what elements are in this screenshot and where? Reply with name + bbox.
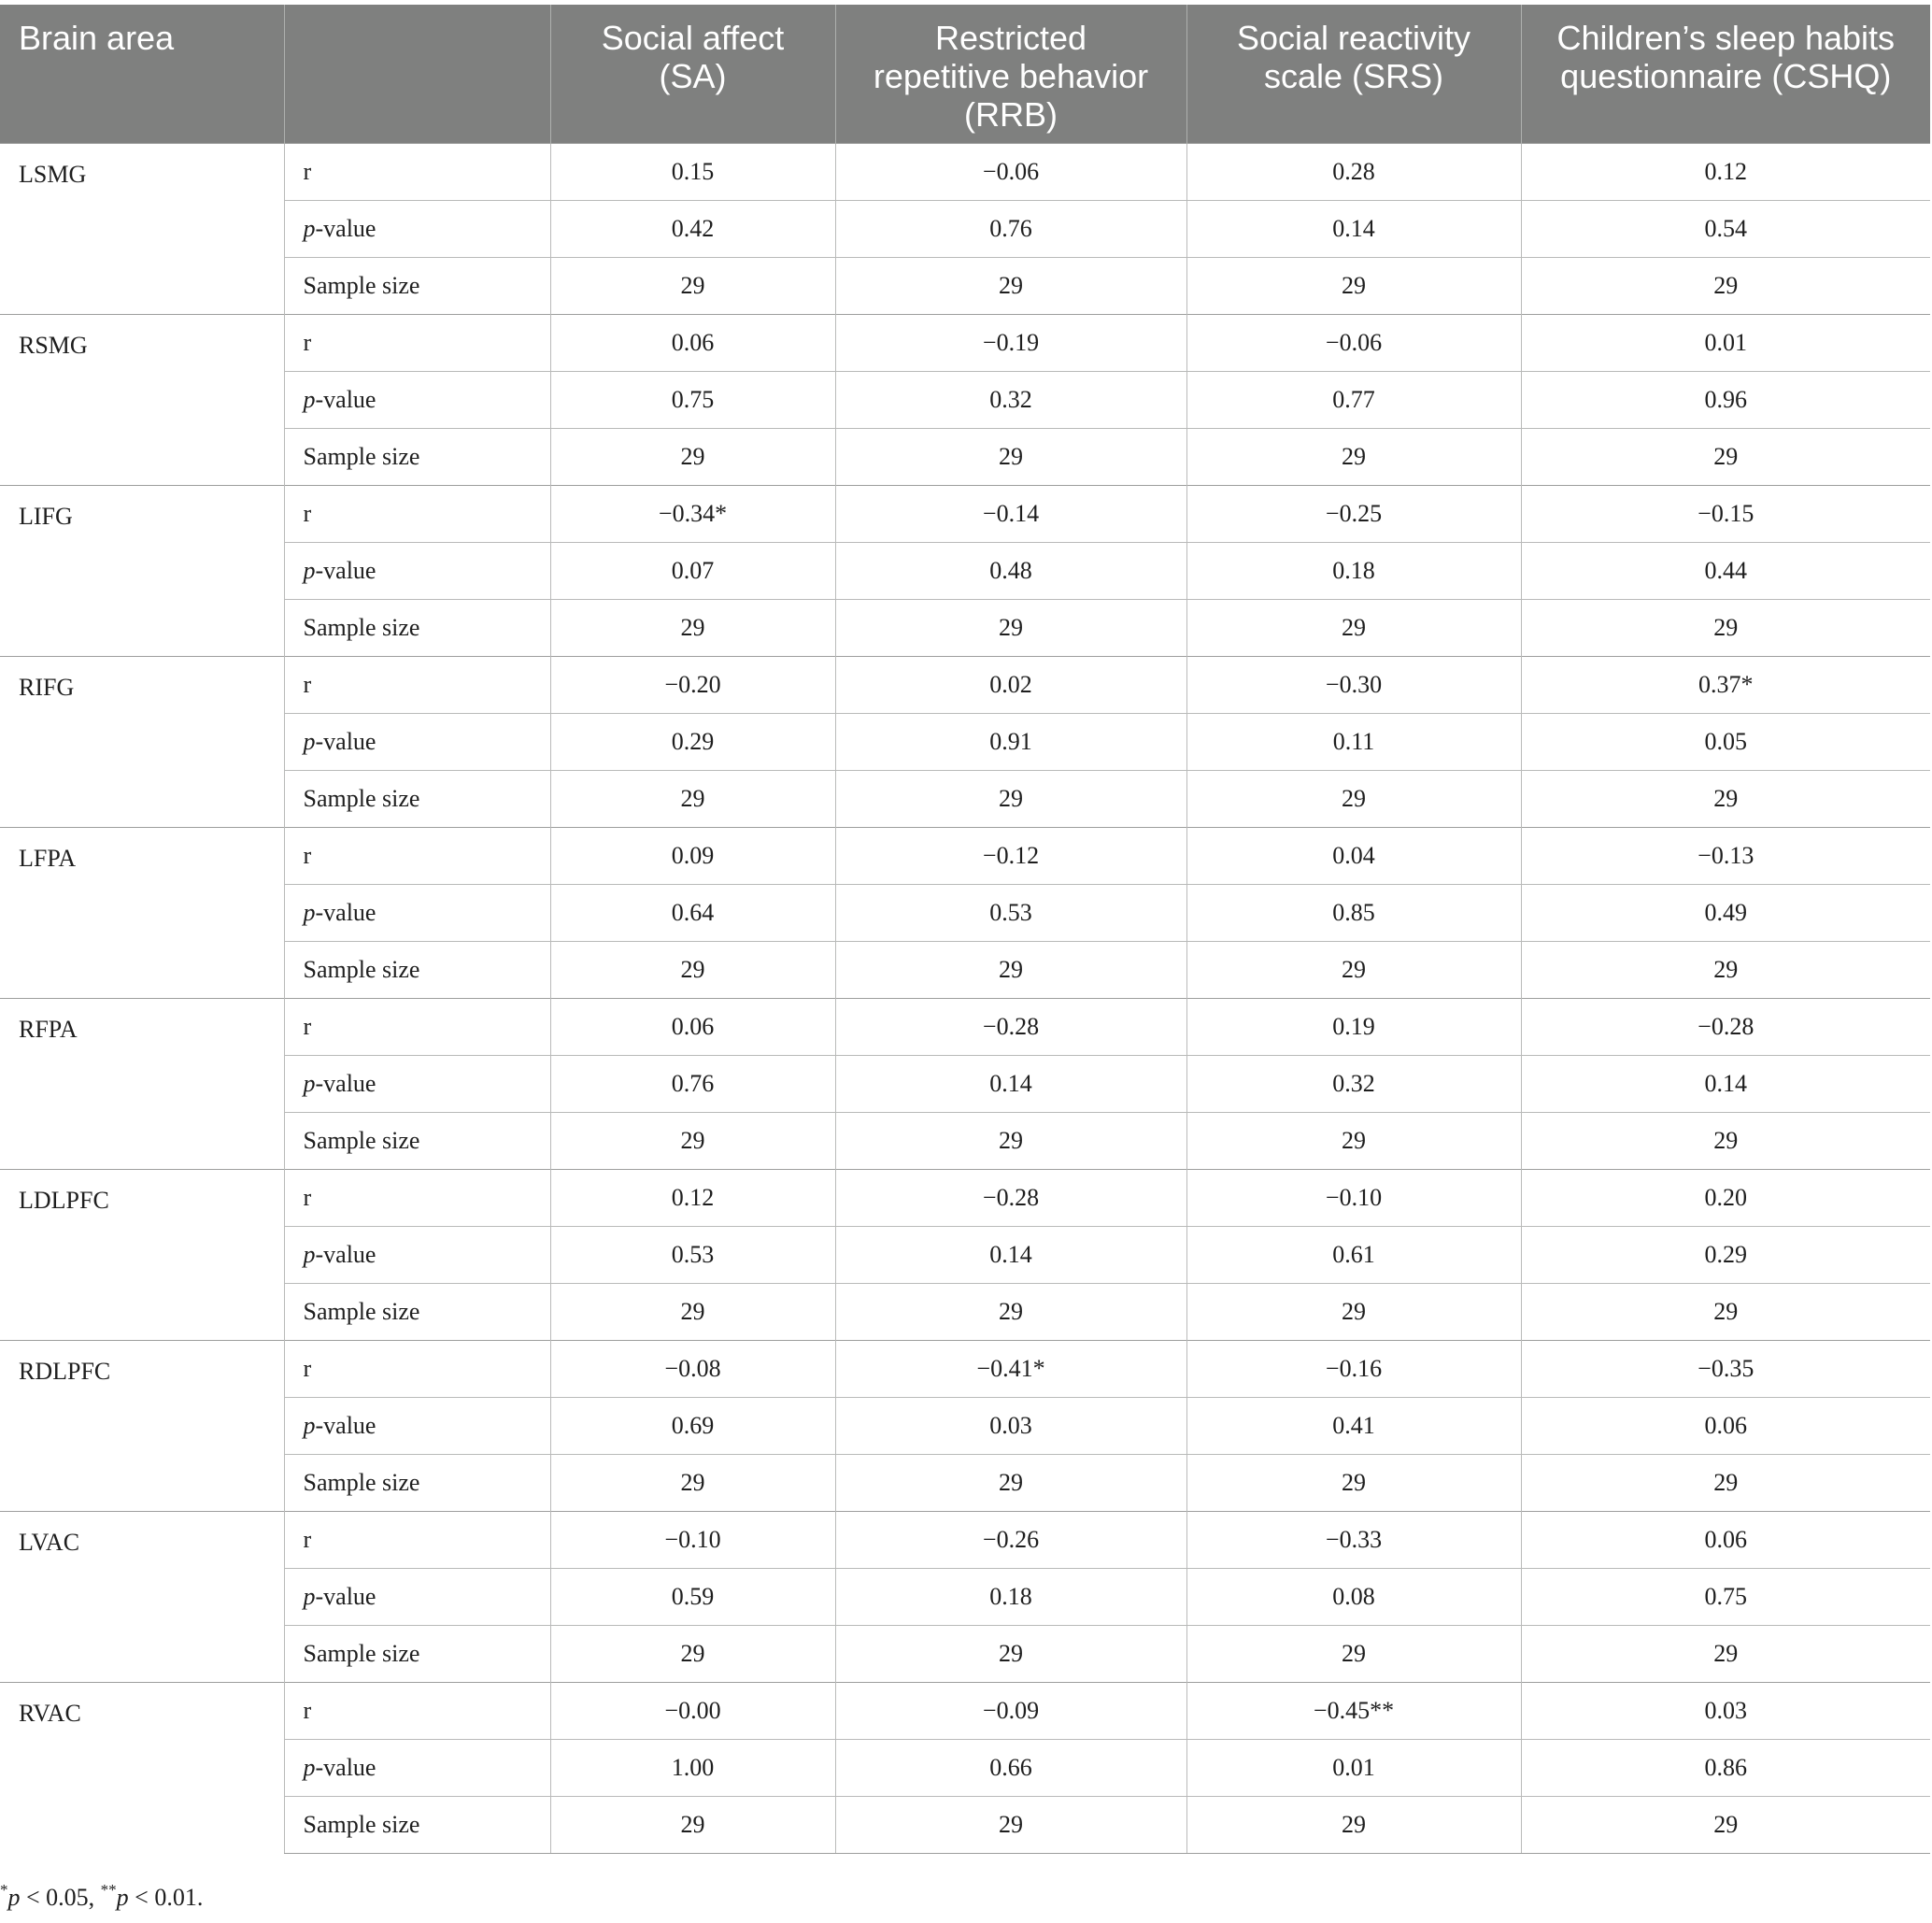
value-cell: 29 bbox=[835, 257, 1186, 314]
value-cell: 0.32 bbox=[1186, 1055, 1521, 1112]
table-row bbox=[0, 200, 1930, 257]
value-cell: 0.14 bbox=[835, 1226, 1186, 1283]
value-cell: 29 bbox=[835, 941, 1186, 998]
value-cell: 0.86 bbox=[1521, 1739, 1930, 1796]
p-italic: p bbox=[303, 556, 316, 584]
value-cell: 29 bbox=[550, 257, 835, 314]
value-cell: 0.75 bbox=[550, 371, 835, 428]
table-row bbox=[0, 1112, 1930, 1169]
footnote-p-2: p bbox=[116, 1884, 129, 1911]
value-cell: −0.00 bbox=[550, 1682, 835, 1739]
value-cell: 29 bbox=[1521, 257, 1930, 314]
value-cell: 29 bbox=[1186, 941, 1521, 998]
p-italic: p bbox=[303, 1411, 316, 1439]
value-cell: 0.08 bbox=[1186, 1568, 1521, 1625]
value-cell: 0.19 bbox=[1186, 998, 1521, 1055]
footnote-star-1: * bbox=[0, 1881, 8, 1899]
table-row bbox=[0, 143, 1930, 200]
brain-area-cell: LIFG bbox=[0, 485, 284, 656]
brain-area-cell: LSMG bbox=[0, 143, 284, 314]
header-social-affect: Social affect (SA) bbox=[550, 5, 835, 143]
p-italic: p bbox=[303, 385, 316, 413]
value-cell: 0.06 bbox=[1521, 1397, 1930, 1454]
footnote-text-1: < 0.05, bbox=[20, 1884, 101, 1911]
value-cell: −0.35 bbox=[1521, 1340, 1930, 1397]
value-cell: 29 bbox=[835, 599, 1186, 656]
correlation-table bbox=[0, 5, 1930, 1854]
value-cell: −0.06 bbox=[1186, 314, 1521, 371]
value-cell: 0.53 bbox=[835, 884, 1186, 941]
statistic-label-sample-size: Sample size bbox=[284, 599, 550, 656]
value-cell: −0.33 bbox=[1186, 1511, 1521, 1568]
value-cell: 29 bbox=[550, 941, 835, 998]
value-cell: 0.20 bbox=[1521, 1169, 1930, 1226]
statistic-label-sample-size: Sample size bbox=[284, 1454, 550, 1511]
brain-area-cell: RSMG bbox=[0, 314, 284, 485]
statistic-label-r: r bbox=[284, 485, 550, 542]
statistic-label-r: r bbox=[284, 827, 550, 884]
p-italic: p bbox=[303, 1753, 316, 1781]
value-cell: 29 bbox=[1186, 770, 1521, 827]
brain-area-cell: LVAC bbox=[0, 1511, 284, 1682]
p-italic: p bbox=[303, 898, 316, 926]
value-cell: 0.54 bbox=[1521, 200, 1930, 257]
statistic-label-r: r bbox=[284, 1511, 550, 1568]
table-row bbox=[0, 542, 1930, 599]
correlation-table-container bbox=[0, 5, 1930, 1854]
value-cell: 0.01 bbox=[1521, 314, 1930, 371]
header-row bbox=[0, 5, 1930, 143]
table-row bbox=[0, 1625, 1930, 1682]
table-row bbox=[0, 599, 1930, 656]
value-cell: −0.41* bbox=[835, 1340, 1186, 1397]
statistic-label-sample-size: Sample size bbox=[284, 1112, 550, 1169]
p-italic: p bbox=[303, 1582, 316, 1610]
value-cell: 0.37* bbox=[1521, 656, 1930, 713]
table-row bbox=[0, 428, 1930, 485]
value-cell: 0.04 bbox=[1186, 827, 1521, 884]
value-cell: 0.12 bbox=[1521, 143, 1930, 200]
statistic-label-sample-size: Sample size bbox=[284, 1625, 550, 1682]
value-cell: 0.41 bbox=[1186, 1397, 1521, 1454]
value-cell: 0.02 bbox=[835, 656, 1186, 713]
header-statistic bbox=[284, 5, 550, 143]
value-cell: 0.42 bbox=[550, 200, 835, 257]
value-cell: 29 bbox=[1186, 599, 1521, 656]
value-cell: 0.66 bbox=[835, 1739, 1186, 1796]
brain-area-cell: RVAC bbox=[0, 1682, 284, 1853]
value-cell: 0.53 bbox=[550, 1226, 835, 1283]
statistic-label-p-value bbox=[284, 371, 550, 428]
footnote-p-1: p bbox=[7, 1884, 21, 1911]
value-cell: 0.76 bbox=[835, 200, 1186, 257]
table-row bbox=[0, 656, 1930, 713]
p-italic: p bbox=[303, 1240, 316, 1268]
value-cell: 0.91 bbox=[835, 713, 1186, 770]
value-cell: 0.14 bbox=[835, 1055, 1186, 1112]
table-row bbox=[0, 1511, 1930, 1568]
value-cell: −0.20 bbox=[550, 656, 835, 713]
value-cell: 29 bbox=[550, 1625, 835, 1682]
statistic-label-sample-size: Sample size bbox=[284, 257, 550, 314]
header-childrens-sleep-habits: Children’s sleep habits questionnaire (CSHQ) bbox=[1521, 5, 1930, 143]
value-cell: 29 bbox=[1186, 1283, 1521, 1340]
value-cell: 0.18 bbox=[835, 1568, 1186, 1625]
table-row bbox=[0, 1682, 1930, 1739]
value-cell: 0.06 bbox=[1521, 1511, 1930, 1568]
value-cell: 0.32 bbox=[835, 371, 1186, 428]
table-row bbox=[0, 998, 1930, 1055]
p-italic: p bbox=[303, 1069, 316, 1097]
value-cell: −0.30 bbox=[1186, 656, 1521, 713]
value-cell: 0.09 bbox=[550, 827, 835, 884]
table-row bbox=[0, 1226, 1930, 1283]
value-cell: 0.14 bbox=[1521, 1055, 1930, 1112]
value-cell: 0.77 bbox=[1186, 371, 1521, 428]
value-cell: 0.59 bbox=[550, 1568, 835, 1625]
p-suffix: -value bbox=[315, 214, 376, 242]
value-cell: −0.25 bbox=[1186, 485, 1521, 542]
value-cell: 29 bbox=[835, 1283, 1186, 1340]
value-cell: 29 bbox=[835, 1454, 1186, 1511]
p-italic: p bbox=[303, 727, 316, 755]
value-cell: −0.10 bbox=[1186, 1169, 1521, 1226]
value-cell: 0.15 bbox=[550, 143, 835, 200]
brain-area-cell: LFPA bbox=[0, 827, 284, 998]
table-row bbox=[0, 1454, 1930, 1511]
value-cell: 29 bbox=[550, 1283, 835, 1340]
value-cell: 29 bbox=[835, 770, 1186, 827]
value-cell: 0.64 bbox=[550, 884, 835, 941]
p-suffix: -value bbox=[315, 556, 376, 584]
statistic-label-p-value bbox=[284, 1226, 550, 1283]
value-cell: 29 bbox=[1521, 1454, 1930, 1511]
table-row bbox=[0, 1340, 1930, 1397]
statistic-label-sample-size: Sample size bbox=[284, 941, 550, 998]
brain-area-cell: LDLPFC bbox=[0, 1169, 284, 1340]
table-body bbox=[0, 143, 1930, 1853]
value-cell: 29 bbox=[1521, 428, 1930, 485]
table-row bbox=[0, 257, 1930, 314]
table-row bbox=[0, 371, 1930, 428]
statistic-label-p-value bbox=[284, 884, 550, 941]
value-cell: 29 bbox=[1186, 257, 1521, 314]
value-cell: −0.13 bbox=[1521, 827, 1930, 884]
value-cell: 0.07 bbox=[550, 542, 835, 599]
table-row bbox=[0, 941, 1930, 998]
value-cell: 29 bbox=[1521, 1112, 1930, 1169]
p-suffix: -value bbox=[315, 1411, 376, 1439]
table-row bbox=[0, 1739, 1930, 1796]
statistic-label-r: r bbox=[284, 143, 550, 200]
value-cell: 29 bbox=[550, 599, 835, 656]
value-cell: 29 bbox=[1521, 770, 1930, 827]
value-cell: 0.28 bbox=[1186, 143, 1521, 200]
value-cell: 29 bbox=[1186, 1796, 1521, 1853]
p-suffix: -value bbox=[315, 1240, 376, 1268]
value-cell: 0.03 bbox=[1521, 1682, 1930, 1739]
value-cell: 0.85 bbox=[1186, 884, 1521, 941]
value-cell: −0.10 bbox=[550, 1511, 835, 1568]
value-cell: 29 bbox=[1186, 428, 1521, 485]
statistic-label-r: r bbox=[284, 314, 550, 371]
statistic-label-sample-size: Sample size bbox=[284, 1283, 550, 1340]
table-row bbox=[0, 1796, 1930, 1853]
table-footnote bbox=[0, 1881, 204, 1912]
value-cell: 0.03 bbox=[835, 1397, 1186, 1454]
value-cell: 0.05 bbox=[1521, 713, 1930, 770]
p-suffix: -value bbox=[315, 898, 376, 926]
value-cell: 29 bbox=[550, 1796, 835, 1853]
footnote-star-2: ** bbox=[100, 1881, 117, 1899]
table-row bbox=[0, 713, 1930, 770]
value-cell: 0.49 bbox=[1521, 884, 1930, 941]
p-suffix: -value bbox=[315, 385, 376, 413]
value-cell: 29 bbox=[550, 428, 835, 485]
value-cell: −0.19 bbox=[835, 314, 1186, 371]
value-cell: −0.26 bbox=[835, 1511, 1186, 1568]
value-cell: 0.48 bbox=[835, 542, 1186, 599]
value-cell: 0.06 bbox=[550, 314, 835, 371]
value-cell: 0.18 bbox=[1186, 542, 1521, 599]
value-cell: −0.45** bbox=[1186, 1682, 1521, 1739]
statistic-label-p-value bbox=[284, 1055, 550, 1112]
statistic-label-r: r bbox=[284, 656, 550, 713]
p-suffix: -value bbox=[315, 1753, 376, 1781]
statistic-label-r: r bbox=[284, 1340, 550, 1397]
p-suffix: -value bbox=[315, 1582, 376, 1610]
table-row bbox=[0, 1283, 1930, 1340]
value-cell: 0.75 bbox=[1521, 1568, 1930, 1625]
statistic-label-sample-size: Sample size bbox=[284, 428, 550, 485]
value-cell: 0.12 bbox=[550, 1169, 835, 1226]
value-cell: 29 bbox=[835, 1796, 1186, 1853]
value-cell: 0.76 bbox=[550, 1055, 835, 1112]
statistic-label-p-value bbox=[284, 542, 550, 599]
value-cell: −0.28 bbox=[835, 998, 1186, 1055]
table-row bbox=[0, 1169, 1930, 1226]
table-row bbox=[0, 314, 1930, 371]
value-cell: 0.61 bbox=[1186, 1226, 1521, 1283]
p-italic: p bbox=[303, 214, 316, 242]
statistic-label-p-value bbox=[284, 1397, 550, 1454]
table-row bbox=[0, 1397, 1930, 1454]
footnote-text-2: < 0.01. bbox=[128, 1884, 204, 1911]
value-cell: 0.14 bbox=[1186, 200, 1521, 257]
statistic-label-r: r bbox=[284, 1682, 550, 1739]
value-cell: −0.08 bbox=[550, 1340, 835, 1397]
table-row bbox=[0, 1568, 1930, 1625]
table-header bbox=[0, 5, 1930, 143]
table-row bbox=[0, 884, 1930, 941]
value-cell: −0.28 bbox=[1521, 998, 1930, 1055]
value-cell: −0.12 bbox=[835, 827, 1186, 884]
value-cell: 0.96 bbox=[1521, 371, 1930, 428]
value-cell: −0.28 bbox=[835, 1169, 1186, 1226]
statistic-label-r: r bbox=[284, 998, 550, 1055]
value-cell: 29 bbox=[550, 1112, 835, 1169]
value-cell: −0.16 bbox=[1186, 1340, 1521, 1397]
value-cell: 29 bbox=[1186, 1625, 1521, 1682]
statistic-label-sample-size: Sample size bbox=[284, 1796, 550, 1853]
statistic-label-p-value bbox=[284, 713, 550, 770]
header-social-reactivity-scale: Social reactivity scale (SRS) bbox=[1186, 5, 1521, 143]
value-cell: 29 bbox=[835, 1112, 1186, 1169]
p-suffix: -value bbox=[315, 1069, 376, 1097]
table-row bbox=[0, 827, 1930, 884]
value-cell: 1.00 bbox=[550, 1739, 835, 1796]
p-suffix: -value bbox=[315, 727, 376, 755]
statistic-label-r: r bbox=[284, 1169, 550, 1226]
value-cell: 29 bbox=[1521, 1796, 1930, 1853]
statistic-label-p-value bbox=[284, 1568, 550, 1625]
value-cell: 29 bbox=[1521, 1283, 1930, 1340]
value-cell: 29 bbox=[1521, 599, 1930, 656]
value-cell: 0.06 bbox=[550, 998, 835, 1055]
brain-area-cell: RDLPFC bbox=[0, 1340, 284, 1511]
header-restricted-repetitive-behavior: Restricted repetitive behavior (RRB) bbox=[835, 5, 1186, 143]
value-cell: −0.14 bbox=[835, 485, 1186, 542]
brain-area-cell: RIFG bbox=[0, 656, 284, 827]
value-cell: −0.15 bbox=[1521, 485, 1930, 542]
value-cell: 0.29 bbox=[550, 713, 835, 770]
table-row bbox=[0, 485, 1930, 542]
table-row bbox=[0, 1055, 1930, 1112]
value-cell: −0.34* bbox=[550, 485, 835, 542]
value-cell: 0.11 bbox=[1186, 713, 1521, 770]
value-cell: 29 bbox=[1521, 1625, 1930, 1682]
value-cell: 0.69 bbox=[550, 1397, 835, 1454]
value-cell: 0.44 bbox=[1521, 542, 1930, 599]
value-cell: 29 bbox=[550, 1454, 835, 1511]
header-brain-area: Brain area bbox=[0, 5, 284, 143]
statistic-label-sample-size: Sample size bbox=[284, 770, 550, 827]
value-cell: 0.29 bbox=[1521, 1226, 1930, 1283]
table-row bbox=[0, 770, 1930, 827]
value-cell: −0.06 bbox=[835, 143, 1186, 200]
value-cell: 29 bbox=[835, 1625, 1186, 1682]
value-cell: 29 bbox=[1186, 1112, 1521, 1169]
value-cell: 29 bbox=[1186, 1454, 1521, 1511]
brain-area-cell: RFPA bbox=[0, 998, 284, 1169]
value-cell: 29 bbox=[1521, 941, 1930, 998]
value-cell: 0.01 bbox=[1186, 1739, 1521, 1796]
statistic-label-p-value bbox=[284, 200, 550, 257]
value-cell: 29 bbox=[835, 428, 1186, 485]
value-cell: 29 bbox=[550, 770, 835, 827]
value-cell: −0.09 bbox=[835, 1682, 1186, 1739]
statistic-label-p-value bbox=[284, 1739, 550, 1796]
